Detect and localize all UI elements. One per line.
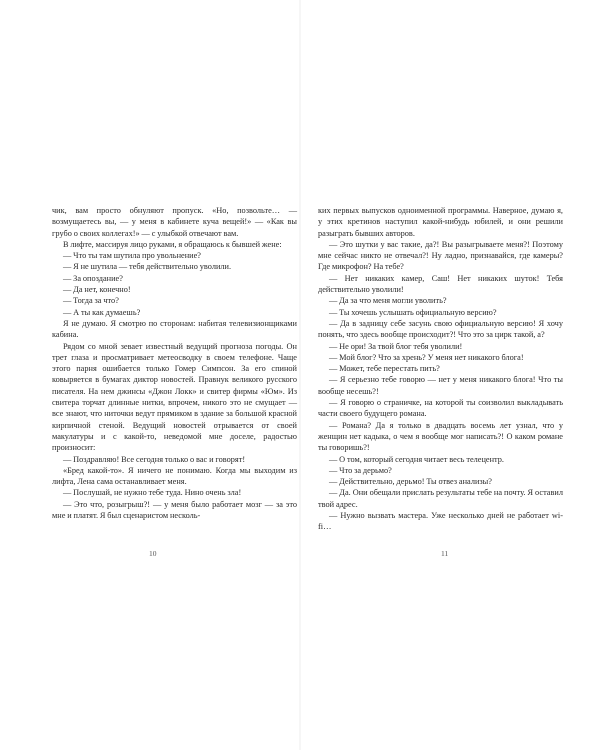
- right-paragraph: — Действительно, дерьмо! Ты отвез анализы?: [329, 477, 492, 487]
- right-paragraph: — Да. Они обещали прислать результаты тебе на почту. Я оставил твой адрес.: [318, 488, 563, 509]
- left-paragraph: — За опоздание?: [63, 273, 123, 283]
- left-paragraph: — Что ты там шутила про увольнение?: [63, 251, 201, 261]
- left-paragraph: — Я не шутила — тебя действительно уволили.: [63, 262, 232, 272]
- right-paragraph: — Романа? Да я только в двадцать восемь лет узнал, что у женщин нет кадыка, о чем я вообще мог написать?! О каком романе ты говоришь?!: [318, 420, 563, 453]
- right-paragraph: — О том, который сегодня читает весь телецентр.: [329, 454, 504, 464]
- left-paragraph: — Послушай, не нужно тебе туда. Нино очень зла!: [63, 488, 242, 498]
- right-paragraph: — Нет никаких камер, Саш! Нет никаких шуток! Тебя действительно уволили!: [318, 273, 563, 295]
- right-paragraph: — Мой блог? Что за хрень? У меня нет никакого блога!: [329, 352, 524, 362]
- left-paragraph: — Да нет, конечно!: [63, 285, 131, 295]
- left-paragraph: — Тогда за что?: [63, 296, 119, 306]
- left-paragraph: «Бред какой-то». Я ничего не понимаю. Когда мы выходим из лифта, Лена сама останавливает меня.: [52, 465, 297, 487]
- right-paragraph: — Я говорю о страничке, на которой ты соизволил выкладывать части своего будущего романа.: [318, 398, 563, 419]
- page-number-right: 11: [441, 549, 449, 558]
- left-page-text: [52, 205, 297, 521]
- left-paragraph: Рядом со мной зевает известный ведущий прогноза погоды. Он трет глаза и просматривает метеосводку в своем телефоне. Чаще этого парня ошибается только Гомер Симпсон. За его спиной ковыряется в бумагах диктор новостей. Правнук великого русского писателя. На нем джинсы «Джон Локк» и свитер фирмы «Юм». Из свитера торчат длинные нитки, впрочем, никого это не смущает — все знают, что ниточки ведут прямиком в здание за большой красной кирпичной стеной. Ведущий новостей отрывается от своей макулатуры и с какой-то, неведомой мне доселе, радостью произносит:: [52, 341, 297, 453]
- left-paragraph: — Это что, розыгрыш?! — у меня было работает мозг — за это мне и платят. Я был сценаристом несколь-: [52, 499, 297, 521]
- book-gutter: [299, 0, 301, 750]
- page-number-left: 10: [149, 549, 157, 558]
- left-paragraph: В лифте, массируя лицо руками, я обращаюсь к бывшей жене:: [63, 239, 282, 249]
- right-paragraph: — Нужно вызвать мастера. Уже несколько дней не работает wi-fi…: [318, 511, 563, 532]
- right-paragraph: — Что за дерьмо?: [329, 465, 392, 475]
- right-paragraph: — Не ори! За твой блог тебя уволили!: [329, 341, 463, 351]
- right-paragraph: — Да в задницу себе засунь свою официальную версию! Я хочу понять, что здесь вообще происходит?! Что это за цирк такой, а?: [318, 318, 563, 340]
- right-paragraph: — Это шутки у вас такие, да?! Вы разыгрываете меня?! Поэтому мне сейчас никто не отвечал?! Ну ладно, признавайся, где камеры? Где микрофон? На тебе?: [318, 239, 563, 272]
- right-paragraph: — Ты хочешь услышать официальную версию?: [329, 307, 497, 317]
- left-paragraph: — Поздравляю! Все сегодня только о вас и говорят!: [63, 454, 246, 464]
- right-page-text: [318, 205, 563, 533]
- left-paragraph: Я не думаю. Я смотрю по сторонам: набитая телевизионщиками кабина.: [52, 318, 297, 340]
- right-paragraph: — Может, тебе перестать пить?: [329, 364, 440, 374]
- right-paragraph: — Я серьезно тебе говорю — нет у меня никакого блога! Что ты вообще несешь?!: [318, 375, 563, 396]
- right-paragraph: — Да за что меня могли уволить?: [329, 296, 447, 306]
- left-paragraph: — А ты как думаешь?: [63, 307, 141, 317]
- left-paragraph: чик, вам просто обнуляют пропуск. «Но, позвольте… — возмущаетесь вы, — у меня в кабинете куча вещей!» — «Как вы грубо о своих коллегах!» — с улыбкой отвечают вам.: [52, 206, 297, 238]
- right-paragraph: ких первых выпусков одноименной программы. Наверное, думаю я, у этих кретинов наступил какой-нибудь юбилей, и они решили разыграть бывших авторов.: [318, 206, 563, 238]
